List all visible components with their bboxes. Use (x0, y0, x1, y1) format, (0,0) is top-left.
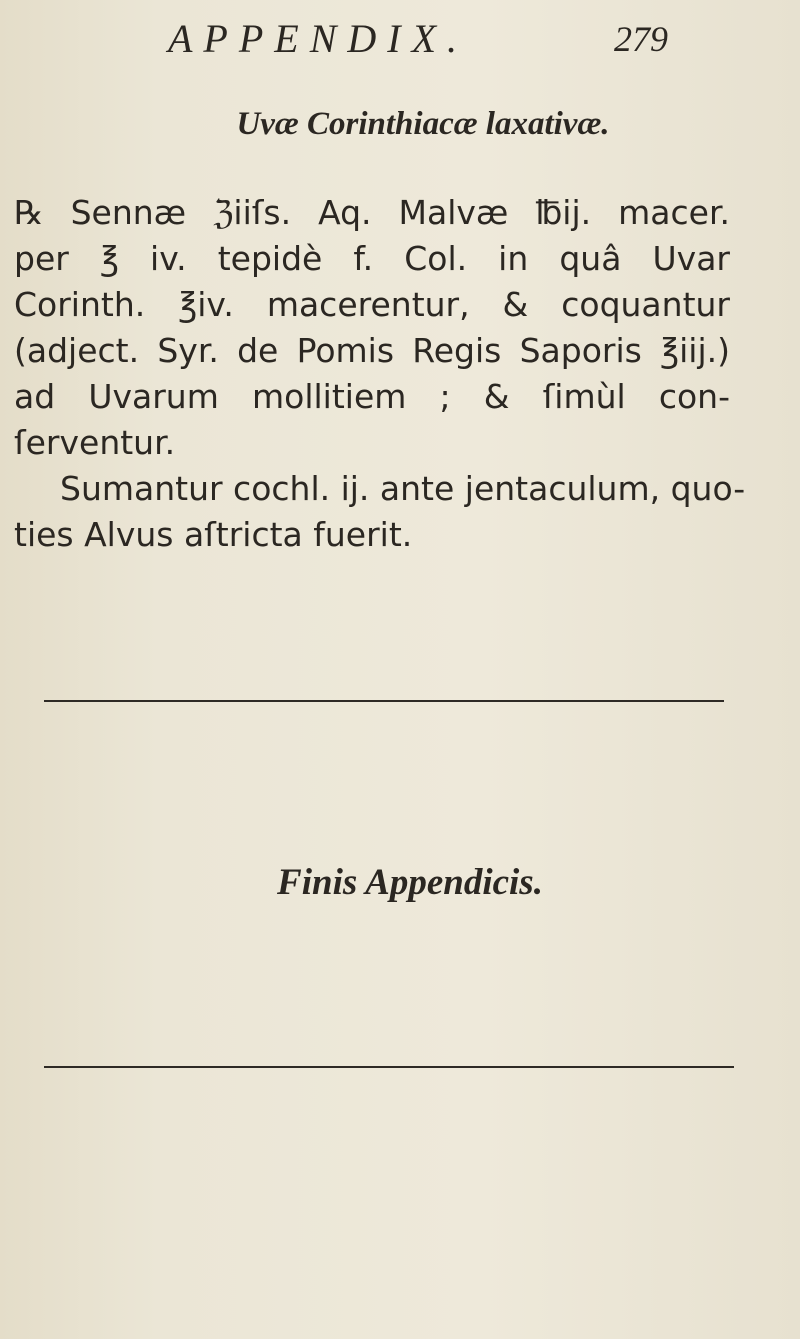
recipe-line: Corinth. ℥iv. macerentur, & coquantur (14, 285, 730, 324)
recipe-title: Uvæ Corinthiacæ laxativæ. (236, 106, 610, 142)
divider-rule-top (44, 700, 724, 702)
recipe-body (14, 190, 746, 558)
directions-line: Sumantur cochl. ij. ante jentaculum, quo- (60, 469, 746, 508)
finis-text: Finis Appendicis. (277, 862, 543, 903)
recipe-line: per ℥ iv. tepidè f. Col. in quâ Uvar (14, 239, 730, 278)
recipe-line: ſerventur. (14, 423, 176, 462)
page-header (168, 14, 728, 64)
recipe-line: (adject. Syr. de Pomis Regis Saporis ℥iij.) (14, 331, 730, 370)
recipe-line: ℞ Sennæ ℨiiſs. Aq. Malvæ ℔ij. macer. (14, 193, 730, 232)
running-title: APPENDIX. (168, 16, 469, 61)
divider-rule-bottom (44, 1066, 734, 1068)
page-number: 279 (614, 19, 668, 59)
directions-line: ties Alvus aſtricta fuerit. (14, 515, 413, 554)
recipe-line: ad Uvarum mollitiem ; & ſimùl con- (14, 377, 730, 416)
